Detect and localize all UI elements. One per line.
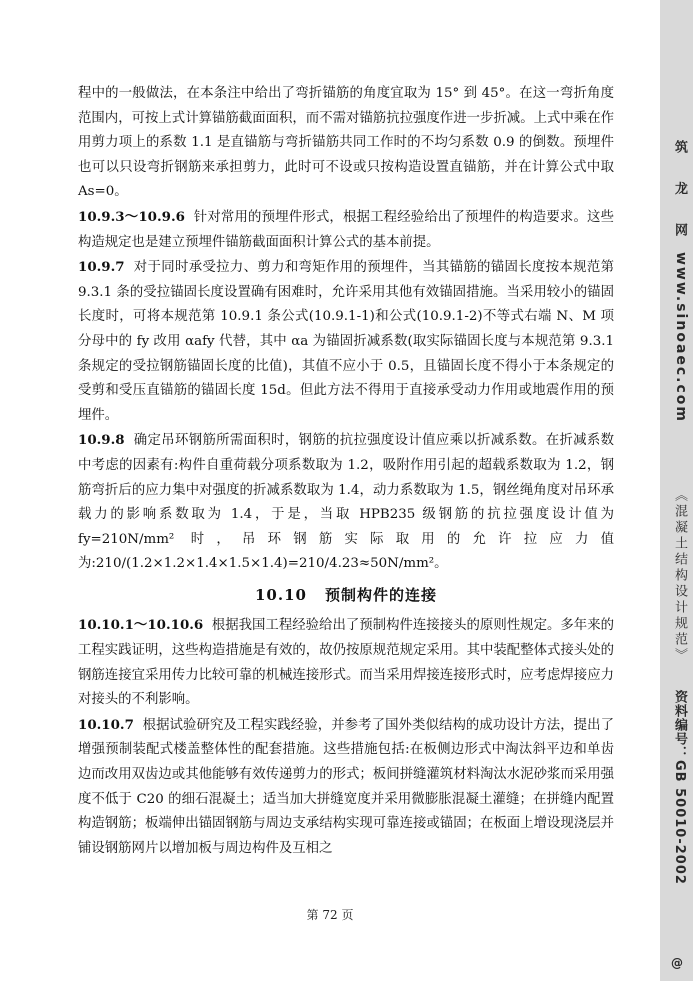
- heading-number: 10.10: [255, 585, 307, 604]
- paragraph-text: 程中的一般做法，在本条注中给出了弯折锚筋的角度宜取为 15° 到 45°。在这一弯折角度范围内，可按上式计算锚筋截面面积，而不需对锚筋抗拉强度作进一步折减。上式中乘在作用剪力项上的系数 1.1 是直锚筋与弯折锚筋共同工作时的不均匀系数 0.9 的倒数。预埋件也可以只设弯折钢筋来承担剪力，此时可不设或只按构造设置直锚筋，并在计算公式中取 As=0。: [78, 86, 614, 200]
- sidebar-at: @: [671, 956, 683, 970]
- paragraph-text: 针对常用的预埋件形式，根据工程经验给出了预埋件的构造要求。这些构造规定也是建立预埋件锚筋截面面积计算公式的基本前提。: [78, 209, 615, 250]
- paragraph-10-9-8: [78, 428, 614, 577]
- sidebar-title: 《混凝土结构设计规范》: [672, 488, 687, 664]
- sidebar-code: 资料编号：GB 50010-2002: [672, 690, 687, 885]
- section-number: 10.9.3～10.9.6: [78, 208, 185, 225]
- heading-title: 预制构件的连接: [324, 585, 437, 604]
- section-number: 10.10.7: [78, 716, 134, 733]
- paragraph-10-9-7: [78, 255, 614, 428]
- paragraph-text: 对于同时承受拉力、剪力和弯矩作用的预埋件，当其锚筋的锚固长度按本规范第 9.3.1 条的受拉锚固长度设置确有困难时，允许采用其他有效锚固措施。当采用较小的锚固长度时，可将本规范第 10.9.1 条公式(10.9.1-1)和公式(10.9.1-2)不等式右端 N、M 项分母中的 fy 改用 αafy 代替，其中 αa 为锚固折减系数(取实际锚固长度与本规范第 9.3.1 条规定的受拉钢筋锚固长度的比值)，其值不应小于 0.5，且锚固长度不得小于本条规定的受剪和受压直锚筋的锚固长度 15d。但此方法不得用于直接承受动力作用或地震作用的预埋件。: [78, 260, 615, 423]
- body-text: [78, 82, 614, 861]
- paragraph-10-9-3: [78, 205, 614, 255]
- paragraph-text: 根据我国工程经验给出了预制构件连接接头的原则性规定。多年来的工程实践证明，这些构造措施是有效的，故仍按原规范规定采用。其中装配整体式接头处的钢筋连接宜采用传力比较可靠的机械连接形式。而当采用焊接连接形式时，应考虑焊接应力对接头的不利影响。: [78, 618, 614, 708]
- section-number: 10.9.7: [78, 259, 125, 276]
- paragraph-10-10-7: [78, 713, 614, 862]
- sidebar-url: www.sinoaec.com: [673, 252, 689, 424]
- paragraph-10-10-1: [78, 613, 614, 712]
- sidebar-brand: 筑 龙 网: [672, 140, 687, 249]
- section-number: 10.10.1～10.10.6: [78, 617, 204, 634]
- paragraph-text: 确定吊环钢筋所需面积时，钢筋的抗拉强度设计值应乘以折减系数。在折减系数中考虑的因素有:构件自重荷载分项系数取为 1.2，吸附作用引起的超载系数取为 1.2，钢筋弯折后的应力集中对强度的折减系数取为 1.4，动力系数取为 1.5，钢丝绳角度对吊环承载力的影响系数取为 1.4，于是，当取 HPB235 级钢筋的抗拉强度设计值为 fy=210N/mm² 时，吊环钢筋实际取用的允许拉应力值为:210/(1.2×1.2×1.4×1.5×1.4)=210/4.23≈50N/mm²。: [78, 433, 615, 572]
- paragraph-text: 根据试验研究及工程实践经验，并参考了国外类似结构的成功设计方法，提出了增强预制装配式楼盖整体性的配套措施。这些措施包括:在板侧边形式中淘汰斜平边和单齿边而改用双齿边或其他能够有效传递剪力的形式；板间拼缝灌筑材料淘汰水泥砂浆而采用强度不低于 C20 的细石混凝土；适当加大拼缝宽度并采用微膨胀混凝土灌缝；在拼缝内配置构造钢筋；板端伸出锚固钢筋与周边支承结构实现可靠连接或锚固；在板面上增设现浇层并铺设钢筋网片以增加板与周边构件及互相之: [78, 717, 615, 856]
- section-number: 10.9.8: [78, 432, 125, 449]
- paragraph-continuation: [78, 82, 614, 205]
- section-heading: [78, 583, 614, 608]
- page-number: 第 72 页: [306, 908, 354, 922]
